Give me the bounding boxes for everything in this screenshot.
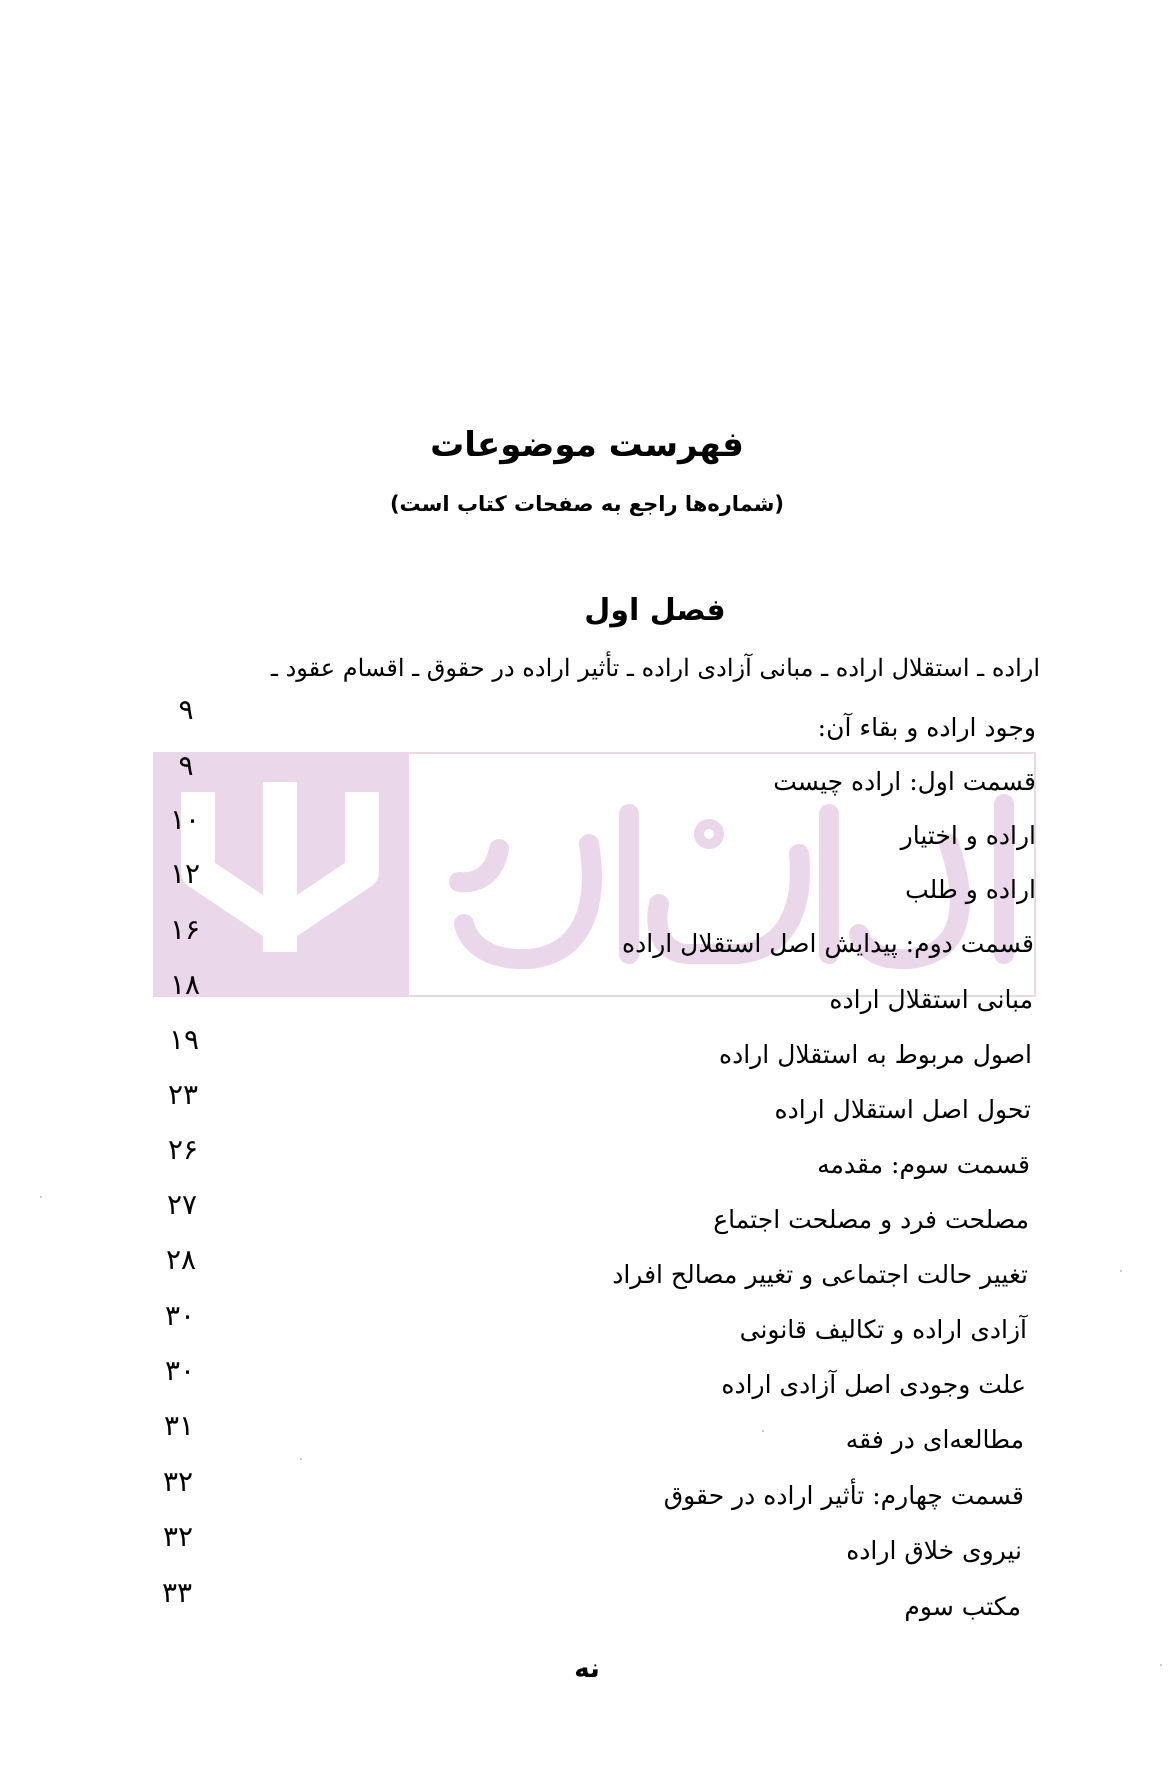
toc-entry (121, 1587, 1021, 1627)
toc-page-number: ۳۰ (164, 1299, 196, 1332)
toc-entry (124, 1420, 1024, 1460)
chapter-description: اراده ـ استقلال اراده ـ مبانی آزادی اراده ـ تأثیر اراده در حقوق ـ اقسام عقود ـ (270, 654, 1040, 682)
toc-entry (136, 708, 1036, 748)
toc-entry-title: نیروی خلاق اراده (846, 1536, 1022, 1565)
scan-speck (1120, 1270, 1122, 1272)
toc-entry (136, 816, 1036, 856)
toc-page-number: ۳۲ (162, 1520, 194, 1553)
page-subtitle: (شماره‌ها راجع به صفحات کتاب است) (389, 492, 785, 516)
toc-entry-title: مبانی استقلال اراده (829, 985, 1033, 1014)
scan-speck (762, 1430, 764, 1432)
toc-page-number: ۳۰ (164, 1354, 196, 1387)
scan-speck (1160, 1664, 1162, 1666)
toc-entry-title: وجود اراده و بقاء آن: (817, 713, 1036, 742)
toc-entry (129, 1200, 1029, 1240)
toc-entry-title: قسمت سوم: مقدمه (817, 1150, 1030, 1179)
toc-page-number: ۲۸ (165, 1243, 197, 1276)
toc-entry (134, 924, 1034, 964)
toc-entry-title: مصلحت فرد و مصلحت اجتماع (713, 1205, 1029, 1234)
toc-entry (136, 762, 1036, 802)
toc-entry (131, 1090, 1031, 1130)
toc-page-number: ۱۸ (169, 968, 201, 1001)
toc-entry-title: قسمت اول: اراده چیست (773, 767, 1036, 796)
footer-page-number: نه (574, 1654, 600, 1684)
toc-entry (128, 1255, 1028, 1295)
toc-page-number: ۹ (178, 749, 194, 782)
toc-entry-title: اراده و طلب (905, 875, 1036, 904)
toc-entry (132, 1035, 1032, 1075)
toc-entry (130, 1145, 1030, 1185)
toc-entry (127, 1310, 1027, 1350)
chapter-heading: فصل اول (584, 593, 726, 628)
toc-entry (122, 1531, 1022, 1571)
toc-entry-title: اراده و اختیار (900, 821, 1036, 850)
toc-page-number: ۳۲ (162, 1465, 194, 1498)
toc-entry-title: مکتب سوم (904, 1592, 1021, 1621)
toc-entry-title: قسمت چهارم: تأثیر اراده در حقوق (663, 1481, 1024, 1510)
toc-page-number: ۹ (178, 693, 194, 726)
toc-entry-title: تغییر حالت اجتماعی و تغییر مصالح افراد (612, 1260, 1028, 1289)
page-title: فهرست موضوعات (430, 425, 744, 465)
toc-entry-title: قسمت دوم: پیدایش اصل استقلال اراده (622, 929, 1034, 958)
toc-entry-title: مطالعه‌ای در فقه (845, 1425, 1024, 1454)
toc-page-number: ۲۳ (167, 1078, 199, 1111)
toc-entry-title: تحول اصل استقلال اراده (774, 1095, 1031, 1124)
toc-entry (133, 980, 1033, 1020)
toc-entry-title: آزادی اراده و تکالیف قانونی (739, 1315, 1027, 1344)
toc-page-number: ۱۲ (169, 857, 201, 890)
toc-entry (136, 870, 1036, 910)
scan-speck (40, 1196, 42, 1198)
toc-page-number: ۱۶ (169, 913, 201, 946)
toc-entry (126, 1365, 1026, 1405)
toc-page-number: ۳۱ (163, 1409, 195, 1442)
toc-page-number: ۱۰ (169, 803, 201, 836)
scan-speck (300, 1458, 302, 1460)
toc-page-number: ۱۹ (168, 1023, 200, 1056)
toc-entry (124, 1476, 1024, 1516)
toc-page-number: ۳۳ (161, 1576, 193, 1609)
toc-page-number: ۲۶ (167, 1133, 199, 1166)
toc-page-number: ۲۷ (166, 1188, 198, 1221)
toc-entry-title: اصول مربوط به استقلال اراده (719, 1040, 1032, 1069)
toc-entry-title: علت وجودی اصل آزادی اراده (721, 1370, 1026, 1399)
